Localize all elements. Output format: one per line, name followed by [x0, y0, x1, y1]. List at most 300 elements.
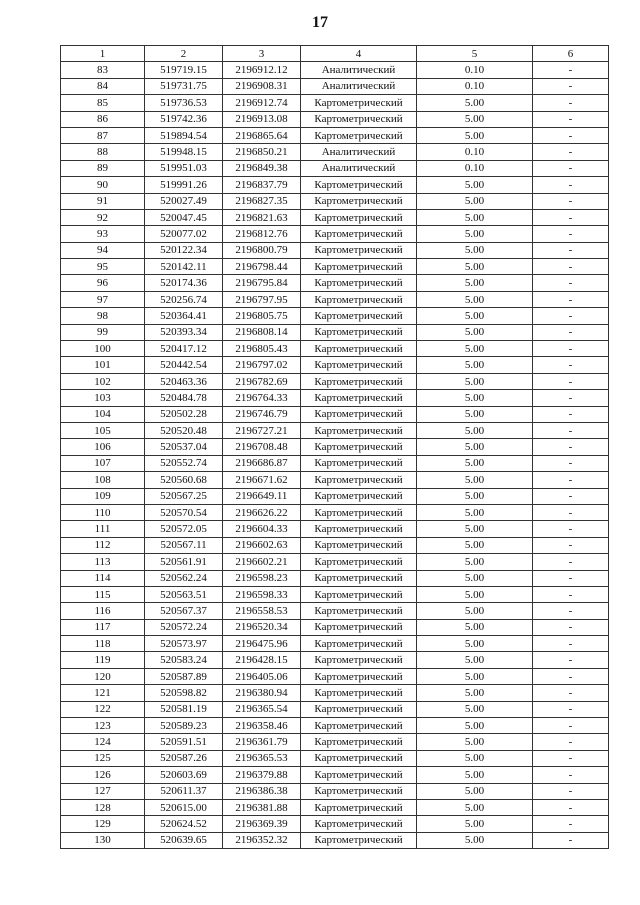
precision-cell: 0.10 [417, 78, 533, 94]
description-cell: - [533, 127, 609, 143]
x-coordinate-cell: 520598.82 [145, 685, 223, 701]
point-number-cell: 93 [61, 226, 145, 242]
table-row [61, 275, 609, 291]
precision-cell: 5.00 [417, 291, 533, 307]
x-coordinate-cell: 520611.37 [145, 783, 223, 799]
y-coordinate-cell: 2196558.53 [223, 603, 301, 619]
column-header: 3 [223, 46, 301, 62]
precision-cell: 5.00 [417, 455, 533, 471]
description-cell: - [533, 422, 609, 438]
precision-cell: 5.00 [417, 521, 533, 537]
method-cell: Картометрический [301, 734, 417, 750]
method-cell: Картометрический [301, 439, 417, 455]
method-cell: Картометрический [301, 308, 417, 324]
description-cell: - [533, 308, 609, 324]
point-number-cell: 90 [61, 177, 145, 193]
precision-cell: 5.00 [417, 816, 533, 832]
table-row [61, 799, 609, 815]
point-number-cell: 112 [61, 537, 145, 553]
description-cell: - [533, 62, 609, 78]
y-coordinate-cell: 2196475.96 [223, 636, 301, 652]
precision-cell: 5.00 [417, 504, 533, 520]
point-number-cell: 126 [61, 767, 145, 783]
table-row [61, 554, 609, 570]
precision-cell: 5.00 [417, 783, 533, 799]
table-row [61, 226, 609, 242]
description-cell: - [533, 324, 609, 340]
table-row [61, 242, 609, 258]
description-cell: - [533, 832, 609, 848]
method-cell: Картометрический [301, 750, 417, 766]
column-header: 6 [533, 46, 609, 62]
description-cell: - [533, 718, 609, 734]
y-coordinate-cell: 2196805.75 [223, 308, 301, 324]
table-row [61, 521, 609, 537]
point-number-cell: 95 [61, 259, 145, 275]
x-coordinate-cell: 519719.15 [145, 62, 223, 78]
y-coordinate-cell: 2196727.21 [223, 422, 301, 438]
method-cell: Картометрический [301, 685, 417, 701]
x-coordinate-cell: 520417.12 [145, 341, 223, 357]
description-cell: - [533, 341, 609, 357]
y-coordinate-cell: 2196797.02 [223, 357, 301, 373]
table-row [61, 62, 609, 78]
point-number-cell: 84 [61, 78, 145, 94]
y-coordinate-cell: 2196352.32 [223, 832, 301, 848]
precision-cell: 5.00 [417, 668, 533, 684]
table-row [61, 636, 609, 652]
column-header: 4 [301, 46, 417, 62]
method-cell: Картометрический [301, 554, 417, 570]
method-cell: Картометрический [301, 455, 417, 471]
precision-cell: 5.00 [417, 750, 533, 766]
method-cell: Картометрический [301, 521, 417, 537]
precision-cell: 5.00 [417, 242, 533, 258]
table-row [61, 455, 609, 471]
y-coordinate-cell: 2196379.88 [223, 767, 301, 783]
method-cell: Картометрический [301, 668, 417, 684]
description-cell: - [533, 291, 609, 307]
x-coordinate-cell: 520122.34 [145, 242, 223, 258]
description-cell: - [533, 439, 609, 455]
method-cell: Картометрический [301, 209, 417, 225]
y-coordinate-cell: 2196598.33 [223, 586, 301, 602]
y-coordinate-cell: 2196812.76 [223, 226, 301, 242]
method-cell: Аналитический [301, 144, 417, 160]
y-coordinate-cell: 2196626.22 [223, 504, 301, 520]
y-coordinate-cell: 2196913.08 [223, 111, 301, 127]
x-coordinate-cell: 520502.28 [145, 406, 223, 422]
table-row [61, 357, 609, 373]
x-coordinate-cell: 520520.48 [145, 422, 223, 438]
method-cell: Картометрический [301, 357, 417, 373]
precision-cell: 5.00 [417, 422, 533, 438]
description-cell: - [533, 78, 609, 94]
description-cell: - [533, 390, 609, 406]
table-row [61, 767, 609, 783]
y-coordinate-cell: 2196598.23 [223, 570, 301, 586]
y-coordinate-cell: 2196908.31 [223, 78, 301, 94]
precision-cell: 5.00 [417, 177, 533, 193]
table-row [61, 111, 609, 127]
description-cell: - [533, 504, 609, 520]
method-cell: Картометрический [301, 291, 417, 307]
precision-cell: 5.00 [417, 95, 533, 111]
y-coordinate-cell: 2196865.64 [223, 127, 301, 143]
method-cell: Картометрический [301, 537, 417, 553]
point-number-cell: 119 [61, 652, 145, 668]
method-cell: Картометрический [301, 95, 417, 111]
description-cell: - [533, 275, 609, 291]
table-row [61, 406, 609, 422]
x-coordinate-cell: 520552.74 [145, 455, 223, 471]
description-cell: - [533, 636, 609, 652]
y-coordinate-cell: 2196365.53 [223, 750, 301, 766]
point-number-cell: 96 [61, 275, 145, 291]
table-row [61, 259, 609, 275]
description-cell: - [533, 701, 609, 717]
x-coordinate-cell: 520484.78 [145, 390, 223, 406]
method-cell: Картометрический [301, 259, 417, 275]
y-coordinate-cell: 2196764.33 [223, 390, 301, 406]
table-row [61, 701, 609, 717]
x-coordinate-cell: 520567.11 [145, 537, 223, 553]
y-coordinate-cell: 2196827.35 [223, 193, 301, 209]
description-cell: - [533, 570, 609, 586]
point-number-cell: 87 [61, 127, 145, 143]
precision-cell: 0.10 [417, 62, 533, 78]
y-coordinate-cell: 2196358.46 [223, 718, 301, 734]
x-coordinate-cell: 520572.05 [145, 521, 223, 537]
x-coordinate-cell: 520587.26 [145, 750, 223, 766]
table-row [61, 685, 609, 701]
table-row [61, 619, 609, 635]
point-number-cell: 111 [61, 521, 145, 537]
precision-cell: 5.00 [417, 488, 533, 504]
y-coordinate-cell: 2196602.63 [223, 537, 301, 553]
description-cell: - [533, 209, 609, 225]
point-number-cell: 109 [61, 488, 145, 504]
method-cell: Картометрический [301, 636, 417, 652]
x-coordinate-cell: 520567.25 [145, 488, 223, 504]
x-coordinate-cell: 520589.23 [145, 718, 223, 734]
table-row [61, 586, 609, 602]
y-coordinate-cell: 2196808.14 [223, 324, 301, 340]
precision-cell: 5.00 [417, 636, 533, 652]
x-coordinate-cell: 520142.11 [145, 259, 223, 275]
precision-cell: 0.10 [417, 144, 533, 160]
x-coordinate-cell: 520572.24 [145, 619, 223, 635]
x-coordinate-cell: 520573.97 [145, 636, 223, 652]
table-row [61, 78, 609, 94]
x-coordinate-cell: 519951.03 [145, 160, 223, 176]
description-cell: - [533, 619, 609, 635]
point-number-cell: 85 [61, 95, 145, 111]
method-cell: Картометрический [301, 718, 417, 734]
point-number-cell: 124 [61, 734, 145, 750]
point-number-cell: 98 [61, 308, 145, 324]
x-coordinate-cell: 520561.91 [145, 554, 223, 570]
x-coordinate-cell: 519742.36 [145, 111, 223, 127]
point-number-cell: 106 [61, 439, 145, 455]
y-coordinate-cell: 2196795.84 [223, 275, 301, 291]
description-cell: - [533, 767, 609, 783]
x-coordinate-cell: 519731.75 [145, 78, 223, 94]
precision-cell: 5.00 [417, 701, 533, 717]
y-coordinate-cell: 2196671.62 [223, 472, 301, 488]
precision-cell: 5.00 [417, 324, 533, 340]
point-number-cell: 102 [61, 373, 145, 389]
table-row [61, 652, 609, 668]
precision-cell: 5.00 [417, 357, 533, 373]
y-coordinate-cell: 2196428.15 [223, 652, 301, 668]
method-cell: Картометрический [301, 242, 417, 258]
precision-cell: 5.00 [417, 439, 533, 455]
method-cell: Картометрический [301, 127, 417, 143]
y-coordinate-cell: 2196369.39 [223, 816, 301, 832]
coordinates-table [60, 45, 609, 849]
point-number-cell: 101 [61, 357, 145, 373]
point-number-cell: 116 [61, 603, 145, 619]
point-number-cell: 128 [61, 799, 145, 815]
x-coordinate-cell: 519736.53 [145, 95, 223, 111]
point-number-cell: 108 [61, 472, 145, 488]
precision-cell: 5.00 [417, 718, 533, 734]
y-coordinate-cell: 2196386.38 [223, 783, 301, 799]
y-coordinate-cell: 2196405.06 [223, 668, 301, 684]
description-cell: - [533, 193, 609, 209]
y-coordinate-cell: 2196380.94 [223, 685, 301, 701]
table-row [61, 439, 609, 455]
precision-cell: 5.00 [417, 193, 533, 209]
description-cell: - [533, 586, 609, 602]
point-number-cell: 94 [61, 242, 145, 258]
y-coordinate-cell: 2196912.74 [223, 95, 301, 111]
precision-cell: 5.00 [417, 767, 533, 783]
y-coordinate-cell: 2196912.12 [223, 62, 301, 78]
x-coordinate-cell: 520591.51 [145, 734, 223, 750]
y-coordinate-cell: 2196805.43 [223, 341, 301, 357]
column-header: 5 [417, 46, 533, 62]
x-coordinate-cell: 520587.89 [145, 668, 223, 684]
method-cell: Картометрический [301, 177, 417, 193]
precision-cell: 5.00 [417, 554, 533, 570]
table-row [61, 750, 609, 766]
precision-cell: 5.00 [417, 308, 533, 324]
point-number-cell: 86 [61, 111, 145, 127]
table-row [61, 816, 609, 832]
x-coordinate-cell: 520364.41 [145, 308, 223, 324]
precision-cell: 5.00 [417, 586, 533, 602]
table-row [61, 422, 609, 438]
precision-cell: 5.00 [417, 111, 533, 127]
point-number-cell: 107 [61, 455, 145, 471]
method-cell: Картометрический [301, 373, 417, 389]
table-row [61, 177, 609, 193]
precision-cell: 5.00 [417, 603, 533, 619]
point-number-cell: 110 [61, 504, 145, 520]
point-number-cell: 113 [61, 554, 145, 570]
precision-cell: 5.00 [417, 652, 533, 668]
point-number-cell: 89 [61, 160, 145, 176]
method-cell: Картометрический [301, 422, 417, 438]
table-row [61, 783, 609, 799]
y-coordinate-cell: 2196798.44 [223, 259, 301, 275]
x-coordinate-cell: 520537.04 [145, 439, 223, 455]
table-row [61, 570, 609, 586]
point-number-cell: 114 [61, 570, 145, 586]
method-cell: Картометрический [301, 832, 417, 848]
method-cell: Картометрический [301, 504, 417, 520]
point-number-cell: 99 [61, 324, 145, 340]
x-coordinate-cell: 519948.15 [145, 144, 223, 160]
description-cell: - [533, 799, 609, 815]
method-cell: Картометрический [301, 701, 417, 717]
table-row [61, 718, 609, 734]
x-coordinate-cell: 519991.26 [145, 177, 223, 193]
x-coordinate-cell: 520639.65 [145, 832, 223, 848]
point-number-cell: 129 [61, 816, 145, 832]
point-number-cell: 115 [61, 586, 145, 602]
point-number-cell: 125 [61, 750, 145, 766]
table-row [61, 472, 609, 488]
point-number-cell: 100 [61, 341, 145, 357]
description-cell: - [533, 668, 609, 684]
precision-cell: 5.00 [417, 472, 533, 488]
precision-cell: 5.00 [417, 734, 533, 750]
x-coordinate-cell: 520583.24 [145, 652, 223, 668]
y-coordinate-cell: 2196686.87 [223, 455, 301, 471]
description-cell: - [533, 226, 609, 242]
x-coordinate-cell: 520027.49 [145, 193, 223, 209]
y-coordinate-cell: 2196708.48 [223, 439, 301, 455]
table-row [61, 537, 609, 553]
x-coordinate-cell: 520570.54 [145, 504, 223, 520]
x-coordinate-cell: 520563.51 [145, 586, 223, 602]
method-cell: Картометрический [301, 275, 417, 291]
y-coordinate-cell: 2196821.63 [223, 209, 301, 225]
point-number-cell: 118 [61, 636, 145, 652]
table-row [61, 390, 609, 406]
point-number-cell: 117 [61, 619, 145, 635]
method-cell: Картометрический [301, 799, 417, 815]
point-number-cell: 91 [61, 193, 145, 209]
method-cell: Картометрический [301, 341, 417, 357]
table-row [61, 308, 609, 324]
page-number: 17 [312, 14, 328, 31]
method-cell: Картометрический [301, 767, 417, 783]
method-cell: Картометрический [301, 652, 417, 668]
point-number-cell: 120 [61, 668, 145, 684]
y-coordinate-cell: 2196604.33 [223, 521, 301, 537]
description-cell: - [533, 242, 609, 258]
description-cell: - [533, 177, 609, 193]
point-number-cell: 92 [61, 209, 145, 225]
y-coordinate-cell: 2196850.21 [223, 144, 301, 160]
y-coordinate-cell: 2196797.95 [223, 291, 301, 307]
y-coordinate-cell: 2196381.88 [223, 799, 301, 815]
table-row [61, 193, 609, 209]
x-coordinate-cell: 520562.24 [145, 570, 223, 586]
y-coordinate-cell: 2196520.34 [223, 619, 301, 635]
table-row [61, 160, 609, 176]
method-cell: Аналитический [301, 78, 417, 94]
description-cell: - [533, 734, 609, 750]
description-cell: - [533, 554, 609, 570]
precision-cell: 5.00 [417, 341, 533, 357]
method-cell: Картометрический [301, 324, 417, 340]
y-coordinate-cell: 2196361.79 [223, 734, 301, 750]
x-coordinate-cell: 520463.36 [145, 373, 223, 389]
description-cell: - [533, 455, 609, 471]
y-coordinate-cell: 2196800.79 [223, 242, 301, 258]
column-header: 2 [145, 46, 223, 62]
point-number-cell: 123 [61, 718, 145, 734]
method-cell: Картометрический [301, 488, 417, 504]
column-header: 1 [61, 46, 145, 62]
table-row [61, 341, 609, 357]
y-coordinate-cell: 2196746.79 [223, 406, 301, 422]
method-cell: Аналитический [301, 160, 417, 176]
point-number-cell: 97 [61, 291, 145, 307]
precision-cell: 5.00 [417, 619, 533, 635]
description-cell: - [533, 652, 609, 668]
x-coordinate-cell: 520442.54 [145, 357, 223, 373]
description-cell: - [533, 406, 609, 422]
point-number-cell: 127 [61, 783, 145, 799]
precision-cell: 5.00 [417, 406, 533, 422]
method-cell: Картометрический [301, 816, 417, 832]
y-coordinate-cell: 2196649.11 [223, 488, 301, 504]
table-row [61, 291, 609, 307]
precision-cell: 5.00 [417, 209, 533, 225]
point-number-cell: 88 [61, 144, 145, 160]
x-coordinate-cell: 520615.00 [145, 799, 223, 815]
table-row [61, 504, 609, 520]
table-row [61, 668, 609, 684]
table-row [61, 734, 609, 750]
table-row [61, 832, 609, 848]
method-cell: Картометрический [301, 570, 417, 586]
description-cell: - [533, 95, 609, 111]
description-cell: - [533, 521, 609, 537]
x-coordinate-cell: 520174.36 [145, 275, 223, 291]
precision-cell: 5.00 [417, 259, 533, 275]
description-cell: - [533, 373, 609, 389]
method-cell: Картометрический [301, 406, 417, 422]
description-cell: - [533, 144, 609, 160]
description-cell: - [533, 816, 609, 832]
method-cell: Картометрический [301, 193, 417, 209]
x-coordinate-cell: 520256.74 [145, 291, 223, 307]
y-coordinate-cell: 2196365.54 [223, 701, 301, 717]
x-coordinate-cell: 520047.45 [145, 209, 223, 225]
method-cell: Картометрический [301, 226, 417, 242]
precision-cell: 5.00 [417, 275, 533, 291]
description-cell: - [533, 537, 609, 553]
point-number-cell: 103 [61, 390, 145, 406]
table-row [61, 95, 609, 111]
precision-cell: 5.00 [417, 537, 533, 553]
description-cell: - [533, 357, 609, 373]
description-cell: - [533, 783, 609, 799]
precision-cell: 5.00 [417, 127, 533, 143]
precision-cell: 5.00 [417, 832, 533, 848]
y-coordinate-cell: 2196837.79 [223, 177, 301, 193]
table-row [61, 127, 609, 143]
point-number-cell: 130 [61, 832, 145, 848]
x-coordinate-cell: 520560.68 [145, 472, 223, 488]
